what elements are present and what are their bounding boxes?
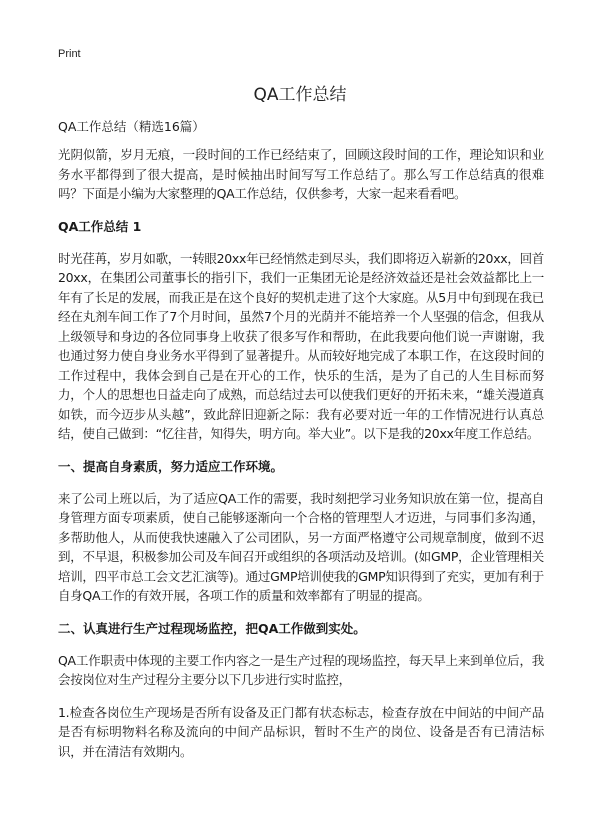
- subheading-2: 二、认真进行生产过程现场监控，把QA工作做到实处。: [58, 620, 366, 636]
- section-paragraph-1: 时光荏苒，岁月如歌，一转眼20xx年已经悄然走到尽头，我们即将迈入崭新的20xx，回首20xx，在集团公司董事长的指引下，我们一正集团无论是经济效益还是社会效益都比上一年有了长足的发展，而我正是在这个良好的契机走进了这个大家庭。从5月中旬到现在我已经在丸剂车间工作了7个月时间，虽然7个月的光荫并不能培养一个人坚强的信念，但我从上级领导和身边的各位同事身上收获了很多写作和帮助，在此我要向他们说一声谢谢，我也通过努力使自身业务水平得到了显著提升。从而较好地完成了本职工作，在这段时间的工作过程中，我体会到自己是在开心的工作，快乐的生活，是为了自己的人生目标而努力，个人的思想也日益走向了成熟，而总结过去可以使我们更好的开拓未来，“雄关漫道真如铁，而今迈步从头越”，致此辞旧迎新之际：我有必要对近一年的工作情况进行认真总结，使自己做到：“忆往昔，知得失，明方向。举大业”。以下是我的20xx年度工作总结。: [58, 250, 545, 441]
- intro-paragraph: 光阴似箭，岁月无痕，一段时间的工作已经结束了，回顾这段时间的工作，理论知识和业务水平都得到了很大提高，是时候抽出时间写写工作总结了。那么写工作总结真的很难吗？下面是小编为大家整理的QA工作总结，仅供参考，大家一起来看看吧。: [58, 147, 544, 201]
- section-paragraph-2: 来了公司上班以后，为了适应QA工作的需要，我时刻把学习业务知识放在第一位，提高自身管理方面专项素质，使自己能够逐渐向一个合格的管理型人才迈进，与同事们多沟通，多帮助他人，从而使我快速融入了公司团队，另一方面严格遵守公司规章制度，做到不迟到，不早退，积极参加公司及车间召开或组织的各项活动及培训。(如GMP，企业管理相关培训，四平市总工会文艺汇演等)。通过GMP培训使我的GMP知识得到了充实，更加有利于自身QA工作的有效开展，各项工作的质量和效率都有了明显的提高。: [58, 490, 544, 603]
- section-paragraph-4: 1.检查各岗位生产现场是否所有设备及正门都有状态标志，检查存放在中间站的中间产品是否有标明物料名称及流向的中间产品标识，暂时不生产的岗位、设备是否有已清洁标识，并在清洁有效期内。: [58, 704, 544, 759]
- section-paragraph-3: QA工作职责中体现的主要工作内容之一是生产过程的现场监控，每天早上来到单位后，我会按岗位对生产过程分主要分以下几步进行实时监控，: [58, 652, 544, 687]
- subheading-1: 一、提高自身素质，努力适应工作环境。: [58, 458, 284, 474]
- print-link[interactable]: Print: [58, 48, 81, 60]
- section-heading: QA工作总结 1: [58, 218, 142, 234]
- article-body: [58, 118, 544, 774]
- page-title: QA工作总结: [253, 85, 347, 105]
- article-subtitle: QA工作总结（精选16篇）: [58, 119, 205, 134]
